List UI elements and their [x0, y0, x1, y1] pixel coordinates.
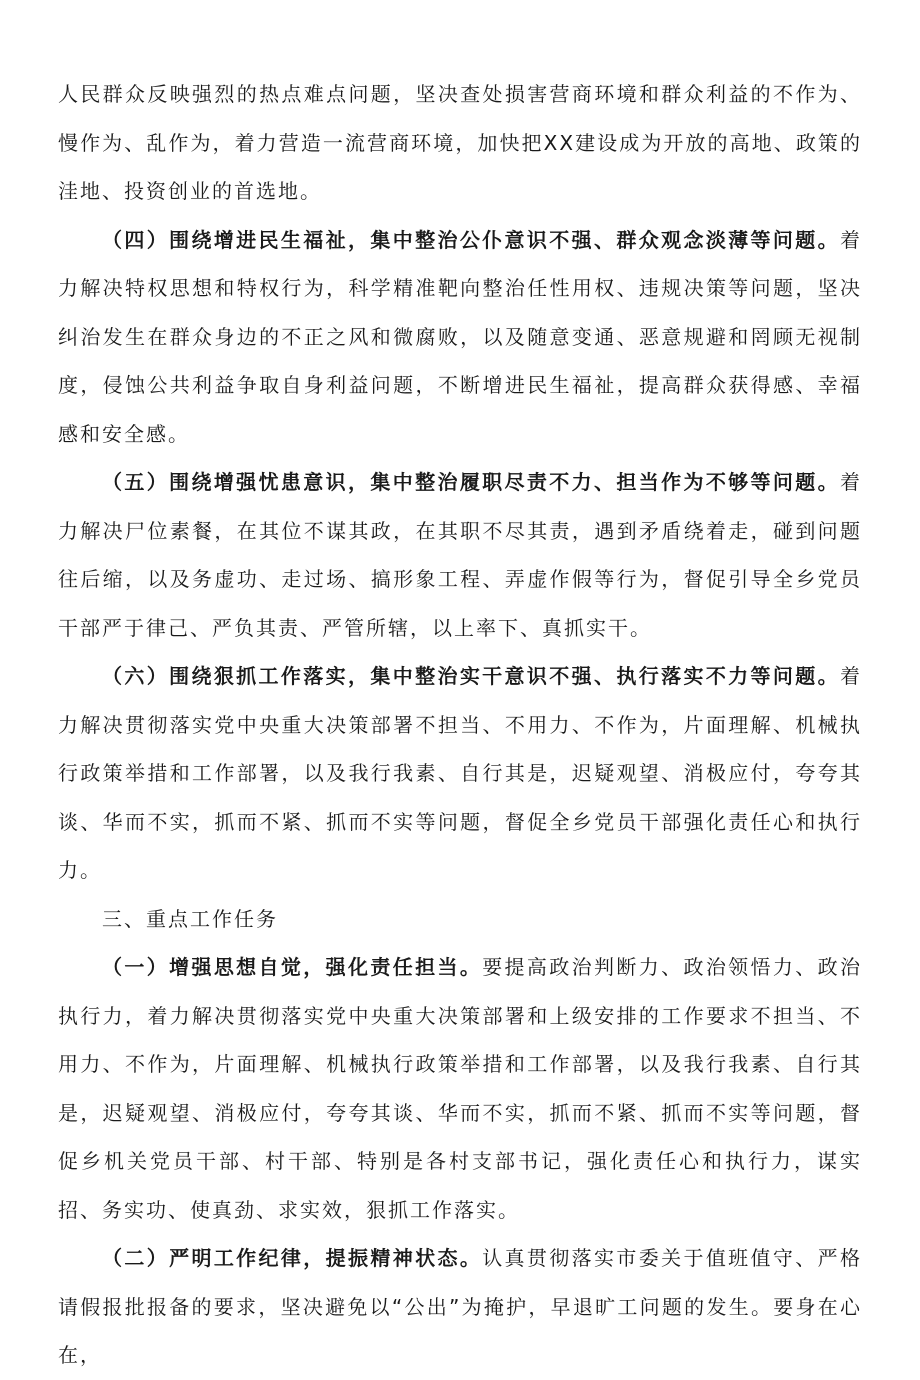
paragraph-text: 人民群众反映强烈的热点难点问题，坚决查处损害营商环境和群众利益的不作为、慢作为、乱作为，着力营造一流营商环境，加快把XX建设成为开放的高地、政策的洼地、投资创业的首选地。	[58, 82, 862, 203]
paragraph-text: 要提高政治判断力、政治领悟力、政治执行力，着力解决贯彻落实党中央重大决策部署和上级安排的工作要求不担当、不用力、不作为，片面理解、机械执行政策举措和工作部署，以及我行我素、自行其是，迟疑观望、消极应付，夸夸其谈、华而不实，抓而不紧、抓而不实等问题，督促乡机关党员干部、村干部、特别是各村支部书记，强化责任心和执行力，谋实招、务实功、使真劲、求实效，狠抓工作落实。	[58, 955, 863, 1222]
paragraph-section-6	[58, 652, 862, 895]
paragraph-lead: （二）严明工作纪律，提振精神状态。	[102, 1246, 483, 1270]
paragraph-lead: （一）增强思想自觉，强化责任担当。	[102, 955, 483, 979]
heading-text: 三、重点工作任务	[102, 906, 278, 931]
paragraph-lead: （六）围绕狠抓工作落实，集中整治实干意识不强、执行落实不力等问题。	[102, 664, 840, 688]
paragraph-text: 认真贯彻落实市委关于值班值守、严格请假报批报备的要求，坚决避免以“公出”为掩护，早退旷工问题的发生。要身在心在，	[58, 1246, 863, 1367]
section-heading-3	[58, 895, 862, 944]
paragraph-task-1	[58, 943, 862, 1234]
paragraph-section-5	[58, 458, 862, 652]
paragraph-text: 着力解决特权思想和特权行为，科学精准靶向整治任性用权、违规决策等问题，坚决纠治发生在群众身边的不正之风和微腐败，以及随意变通、恶意规避和罔顾无视制度，侵蚀公共利益争取自身利益问题，不断增进民生福祉，提高群众获得感、幸福感和安全感。	[58, 227, 862, 446]
paragraph-text: 着力解决贯彻落实党中央重大决策部署不担当、不用力、不作为，片面理解、机械执行政策举措和工作部署，以及我行我素、自行其是，迟疑观望、消极应付，夸夸其谈、华而不实，抓而不紧、抓而不实等问题，督促全乡党员干部强化责任心和执行力。	[58, 664, 862, 882]
paragraph-task-2	[58, 1234, 862, 1380]
paragraph-text: 着力解决尸位素餐，在其位不谋其政，在其职不尽其责，遇到矛盾绕着走，碰到问题往后缩，以及务虚功、走过场、搞形象工程、弄虚作假等行为，督促引导全乡党员干部严于律己、严负其责、严管所辖，以上率下、真抓实干。	[58, 470, 862, 640]
paragraph-lead: （五）围绕增强忧患意识，集中整治履职尽责不力、担当作为不够等问题。	[102, 470, 840, 494]
paragraph-section-4	[58, 216, 862, 459]
paragraph-continuation	[58, 70, 862, 216]
paragraph-lead: （四）围绕增进民生福祉，集中整治公仆意识不强、群众观念淡薄等问题。	[102, 227, 840, 252]
